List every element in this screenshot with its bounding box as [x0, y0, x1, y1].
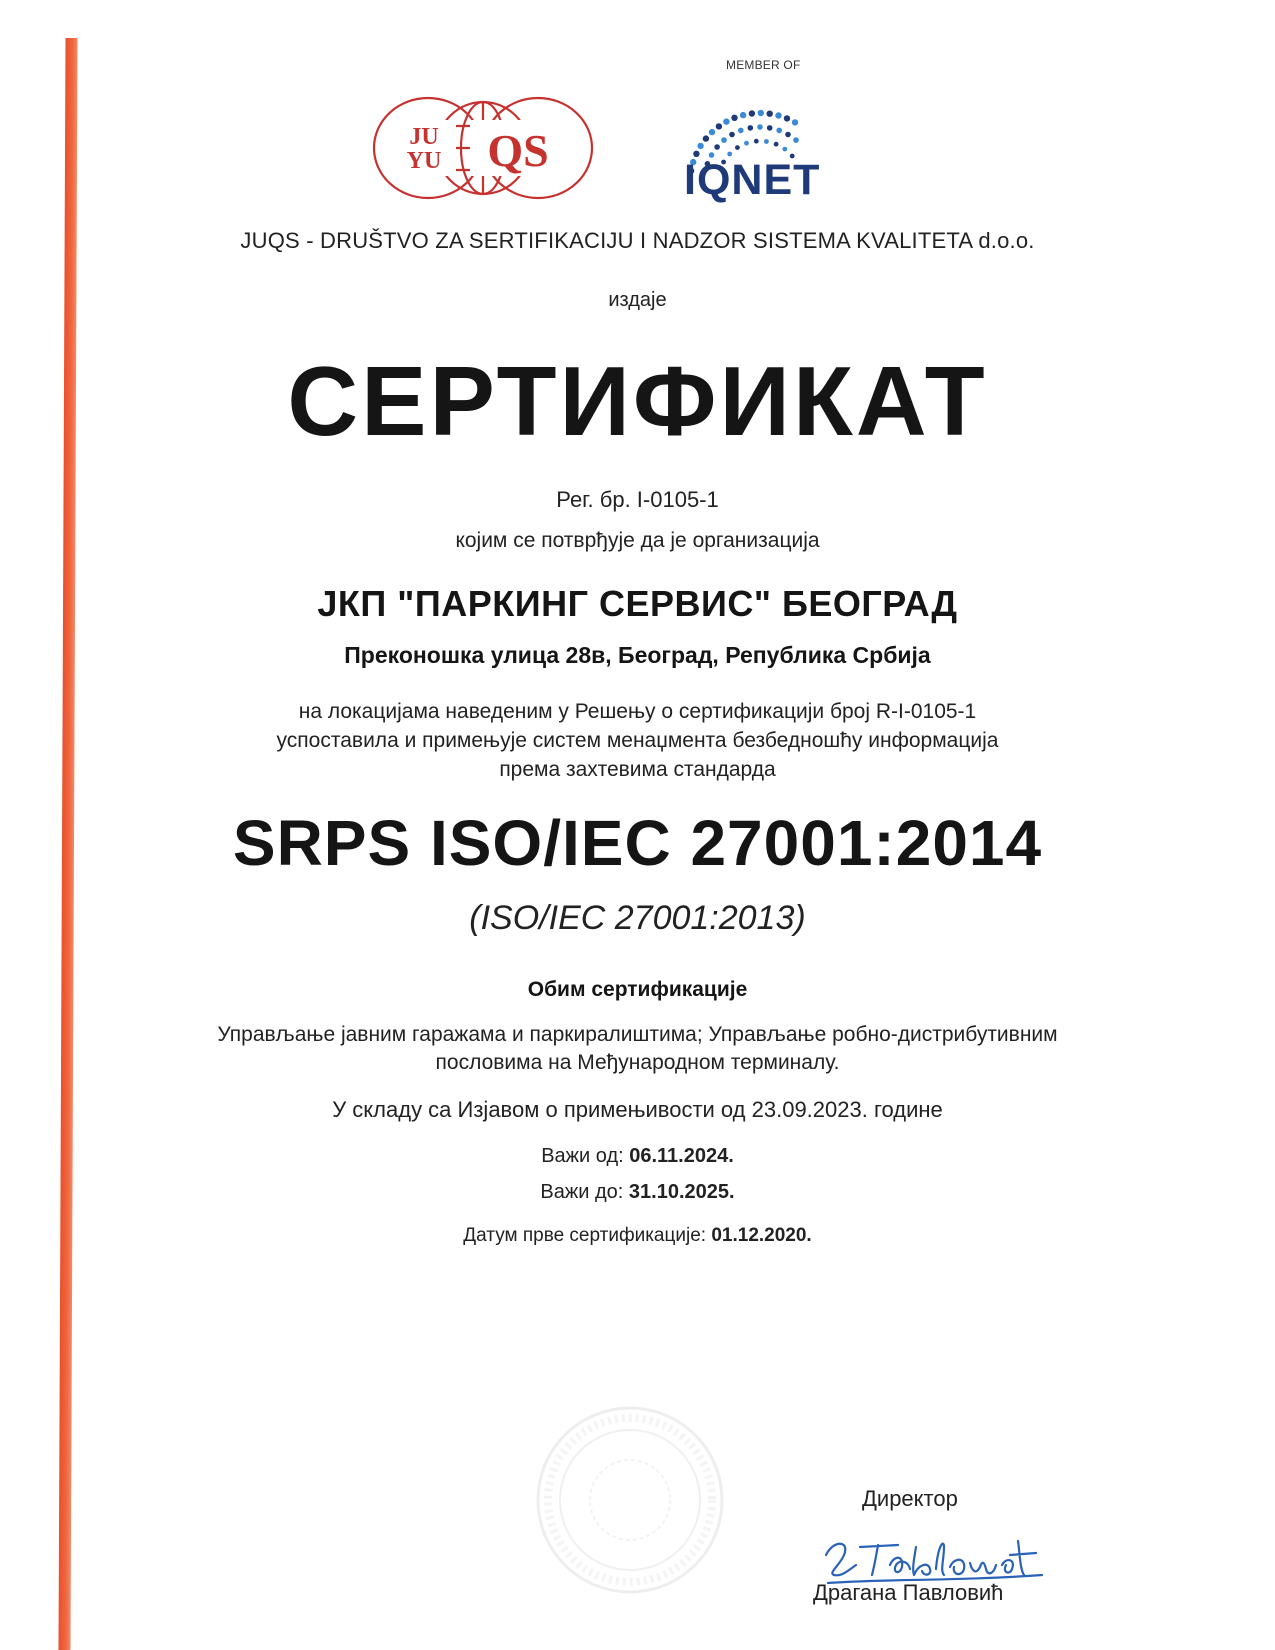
- first-certification: [0, 1225, 1275, 1247]
- embossed-seal-icon: [530, 1400, 730, 1600]
- body-line: према захтевима стандарда: [499, 758, 776, 781]
- iqnet-dot: [735, 145, 740, 150]
- first-certification-value: 01.12.2020.: [711, 1225, 812, 1246]
- body-line: успоставила и примењује систем менаџмента безбедношћу информација: [276, 729, 999, 752]
- iqnet-dot: [721, 137, 727, 143]
- juqs-logo-qs: QS: [487, 125, 549, 176]
- body-line: на локацијама наведеним у Решењу о сертификацији број R-I-0105-1: [298, 700, 977, 723]
- issues-label: издаје: [608, 289, 667, 311]
- iqnet-dot: [767, 125, 773, 131]
- iqnet-dot: [754, 139, 759, 144]
- iqnet-dot: [723, 118, 729, 124]
- registration-number: Рег. бр. I-0105-1: [556, 487, 719, 512]
- iqnet-dot: [764, 139, 769, 144]
- standard-equivalent: (ISO/IEC 27001:2013): [469, 899, 806, 937]
- iqnet-dot: [731, 115, 737, 121]
- iqnet-wordmark: IQNET: [684, 156, 821, 204]
- director-name: Драгана Павловић: [813, 1580, 1004, 1605]
- iqnet-dot: [703, 135, 709, 141]
- iqnet-dot: [709, 129, 715, 135]
- valid-to-label: Важи до:: [540, 1181, 624, 1203]
- certificate-title: СЕРТИФИКАТ: [287, 346, 988, 456]
- iqnet-dot: [740, 112, 746, 118]
- iqnet-dot: [792, 119, 798, 125]
- organization-name: ЈКП "ПАРКИНГ СЕРВИС" БЕОГРАД: [317, 583, 958, 624]
- statement-of-applicability: У складу са Изјавом о примењивости од 23.09.2023. године: [332, 1097, 943, 1122]
- juqs-logo-ju: JU: [409, 124, 439, 150]
- scope-line: Управљање јавним гаражама и паркиралиштима; Управљање робно-дистрибутивним: [217, 1023, 1058, 1046]
- iqnet-dot: [784, 115, 790, 121]
- iqnet-dot: [785, 132, 791, 138]
- juqs-logo: [372, 92, 594, 204]
- valid-to: [0, 1181, 1275, 1204]
- issuer-name: JUQS - DRUŠTVO ZA SERTIFIKACIJU I NADZOR SISTEMA KVALITETA d.o.o.: [240, 228, 1035, 253]
- member-of-label: MEMBER OF: [726, 58, 801, 72]
- organization-address: Преконошка улица 28в, Београд, Република Србија: [344, 642, 931, 668]
- iqnet-dot: [757, 124, 763, 130]
- iqnet-dot: [714, 144, 720, 150]
- iqnet-dot: [758, 110, 764, 116]
- valid-from-value: 06.11.2024.: [629, 1145, 734, 1167]
- scope-line: пословима на Међународном терминалу.: [435, 1051, 840, 1074]
- iqnet-dot: [729, 132, 735, 138]
- iqnet-dot: [738, 128, 744, 134]
- first-certification-label: Датум прве сертификације:: [463, 1225, 707, 1246]
- iqnet-dot: [793, 137, 799, 143]
- iqnet-dot: [716, 123, 722, 129]
- iqnet-dot: [697, 143, 703, 149]
- iqnet-dot: [748, 125, 754, 131]
- iqnet-dot: [744, 141, 749, 146]
- scope-heading: Обим сертификације: [527, 978, 748, 1001]
- iqnet-dot: [767, 111, 773, 117]
- iqnet-dot: [776, 128, 782, 134]
- juqs-logo-yu: YU: [406, 148, 442, 174]
- iqnet-dot: [775, 112, 781, 118]
- iqnet-dot: [774, 142, 779, 147]
- confirms-text: којим се потврђује да је организација: [455, 529, 820, 552]
- valid-from-label: Важи од:: [541, 1145, 624, 1167]
- standard-name: SRPS ISO/IEC 27001:2014: [232, 807, 1043, 879]
- iqnet-dot: [749, 110, 755, 116]
- valid-from: [0, 1145, 1275, 1168]
- valid-to-value: 31.10.2025.: [628, 1181, 735, 1203]
- iqnet-dot: [782, 147, 787, 152]
- iqnet-logo: [660, 58, 840, 208]
- director-role: Директор: [862, 1486, 958, 1511]
